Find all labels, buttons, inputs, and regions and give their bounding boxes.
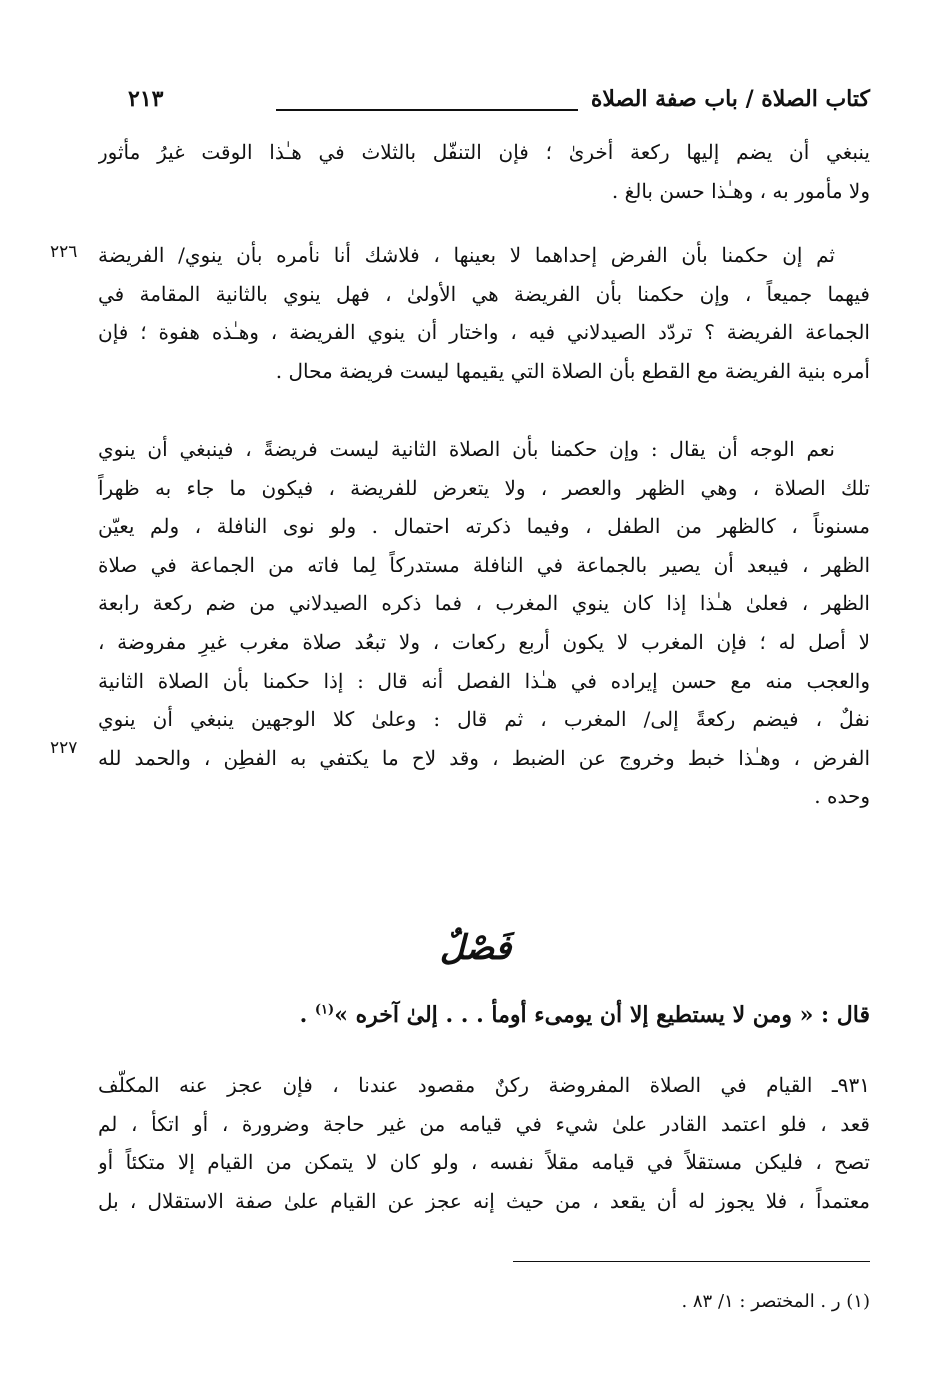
text-line: والعجب منه مع حسن إيراده في هـٰذا الفصل أنه قال : إذا حكمنا بأن الصلاة الثانية [98,668,870,693]
text-line: الجماعة الفريضة ؟ تردّد الصيدلاني فيه ، واختار أن ينوي الفريضة ، وهـٰذه هفوة ؛ فإن [98,320,870,345]
text-line: نفلٌ ، فيضم ركعةً إلى/ المغرب ، ثم قال : وعلىٰ كلا الوجهين ينبغي أن ينوي [98,707,870,732]
text-line: ٩٣١ـ القيام في الصلاة المفروضة ركنٌ مقصود عندنا ، فإن عجز عنه المكلّف [98,1073,870,1097]
text-line: تصح ، فليكن مستقلاً في قيامه مقلاً نفسه ، ولو كان لا يتمكن من القيام إلا متكئاً أو [98,1150,870,1175]
section-heading: فَصْلٌ [439,928,512,968]
text-line: قعد ، فلو اعتمد القادر علىٰ شيء في قيامه من غير حاجة وضرورة ، أو اتكأ ، لم [98,1111,870,1136]
text-line: أمره بنية الفريضة مع القطع بأن الصلاة التي يقيمها ليست فريضة محال . [275,358,870,383]
footnote: (١) ر . المختصر : ١/ ٨٣ . [681,1291,870,1312]
text-line: نعم الوجه أن يقال : وإن حكمنا بأن الصلاة الثانية ليست فريضةً ، فينبغي أن ينوي [98,437,835,461]
paragraph-4 [98,1066,870,1220]
text-line: الظهر ، فعلىٰ هـٰذا إذا كان ينوي المغرب ، فما ذكره الصيدلاني من ضم ركعة رابعة [98,591,870,616]
section-title [98,1002,870,1028]
paragraph-3 [98,430,835,469]
footnote-divider [513,1261,870,1262]
margin-folio-number: ٢٢٧ [50,738,78,758]
text-line: ثم إن حكمنا بأن الفرض إحداهما لا بعينها ، فلاشك أنا نأمره بأن ينوي/ الفريضة [98,243,835,267]
text-line: الظهر ، فيبعد أن يصير بالجماعة في النافلة مستدركاً لِما فاته من الجماعة في صلاة [98,552,870,577]
text-line: الفرض ، وهـٰذا خبط وخروج عن الضبط ، وقد لاح ما يكتفي به الفطِن ، والحمد لله [98,745,870,770]
text-line: لا أصل له ؛ فإن المغرب لا يكون أربع ركعات ، ولا تبعُد صلاة مغرب غيرِ مفروضة ، [98,629,870,654]
footnote-ref[interactable]: (١) [314,1002,335,1018]
text-line: فيهما جميعاً ، وإن حكمنا بأن الفريضة هي الأولىٰ ، فهل ينوي بالثانية المقامة في [98,281,870,306]
paragraph-3-continued [98,469,870,816]
header-title: كتاب الصلاة / باب صفة الصلاة [590,86,870,112]
text-line: تلك الصلاة ، وهي الظهر والعصر ، ولا يتعرض للفريضة ، فيكون ما جاء به ظهراً [98,475,870,500]
page-number: ٢١٣ [128,86,164,112]
header-rule [276,109,578,111]
paragraph-2-continued [98,275,870,391]
text-line: معتمداً ، فلا يجوز له أن يقعد ، من حيث إنه عجز عن القيام علىٰ صفة الاستقلال ، بل [98,1188,870,1213]
margin-folio-number: ٢٢٦ [50,242,78,262]
text-line: مسنوناً ، كالظهر من الطفل ، وفيما ذكرته احتمال . ولو نوى النافلة ، ولم يعيّن [98,514,870,539]
text-line: ولا مأمور به ، وهـٰذا حسن بالغ . [611,178,870,203]
running-header [98,86,870,120]
paragraph-1 [98,133,870,210]
section-title-text: قال : « ومن لا يستطيع إلا أن يومىء أومأ . . . إلىٰ آخره » [334,1002,870,1028]
paragraph-2 [98,236,835,275]
text-line: ينبغي أن يضم إليها ركعة أخرىٰ ؛ فإن التنفّل بالثلاث في هـٰذا الوقت غيرُ مأثور [98,140,870,164]
text-line: وحده . [814,784,870,809]
section-title-end: . [299,1002,315,1028]
